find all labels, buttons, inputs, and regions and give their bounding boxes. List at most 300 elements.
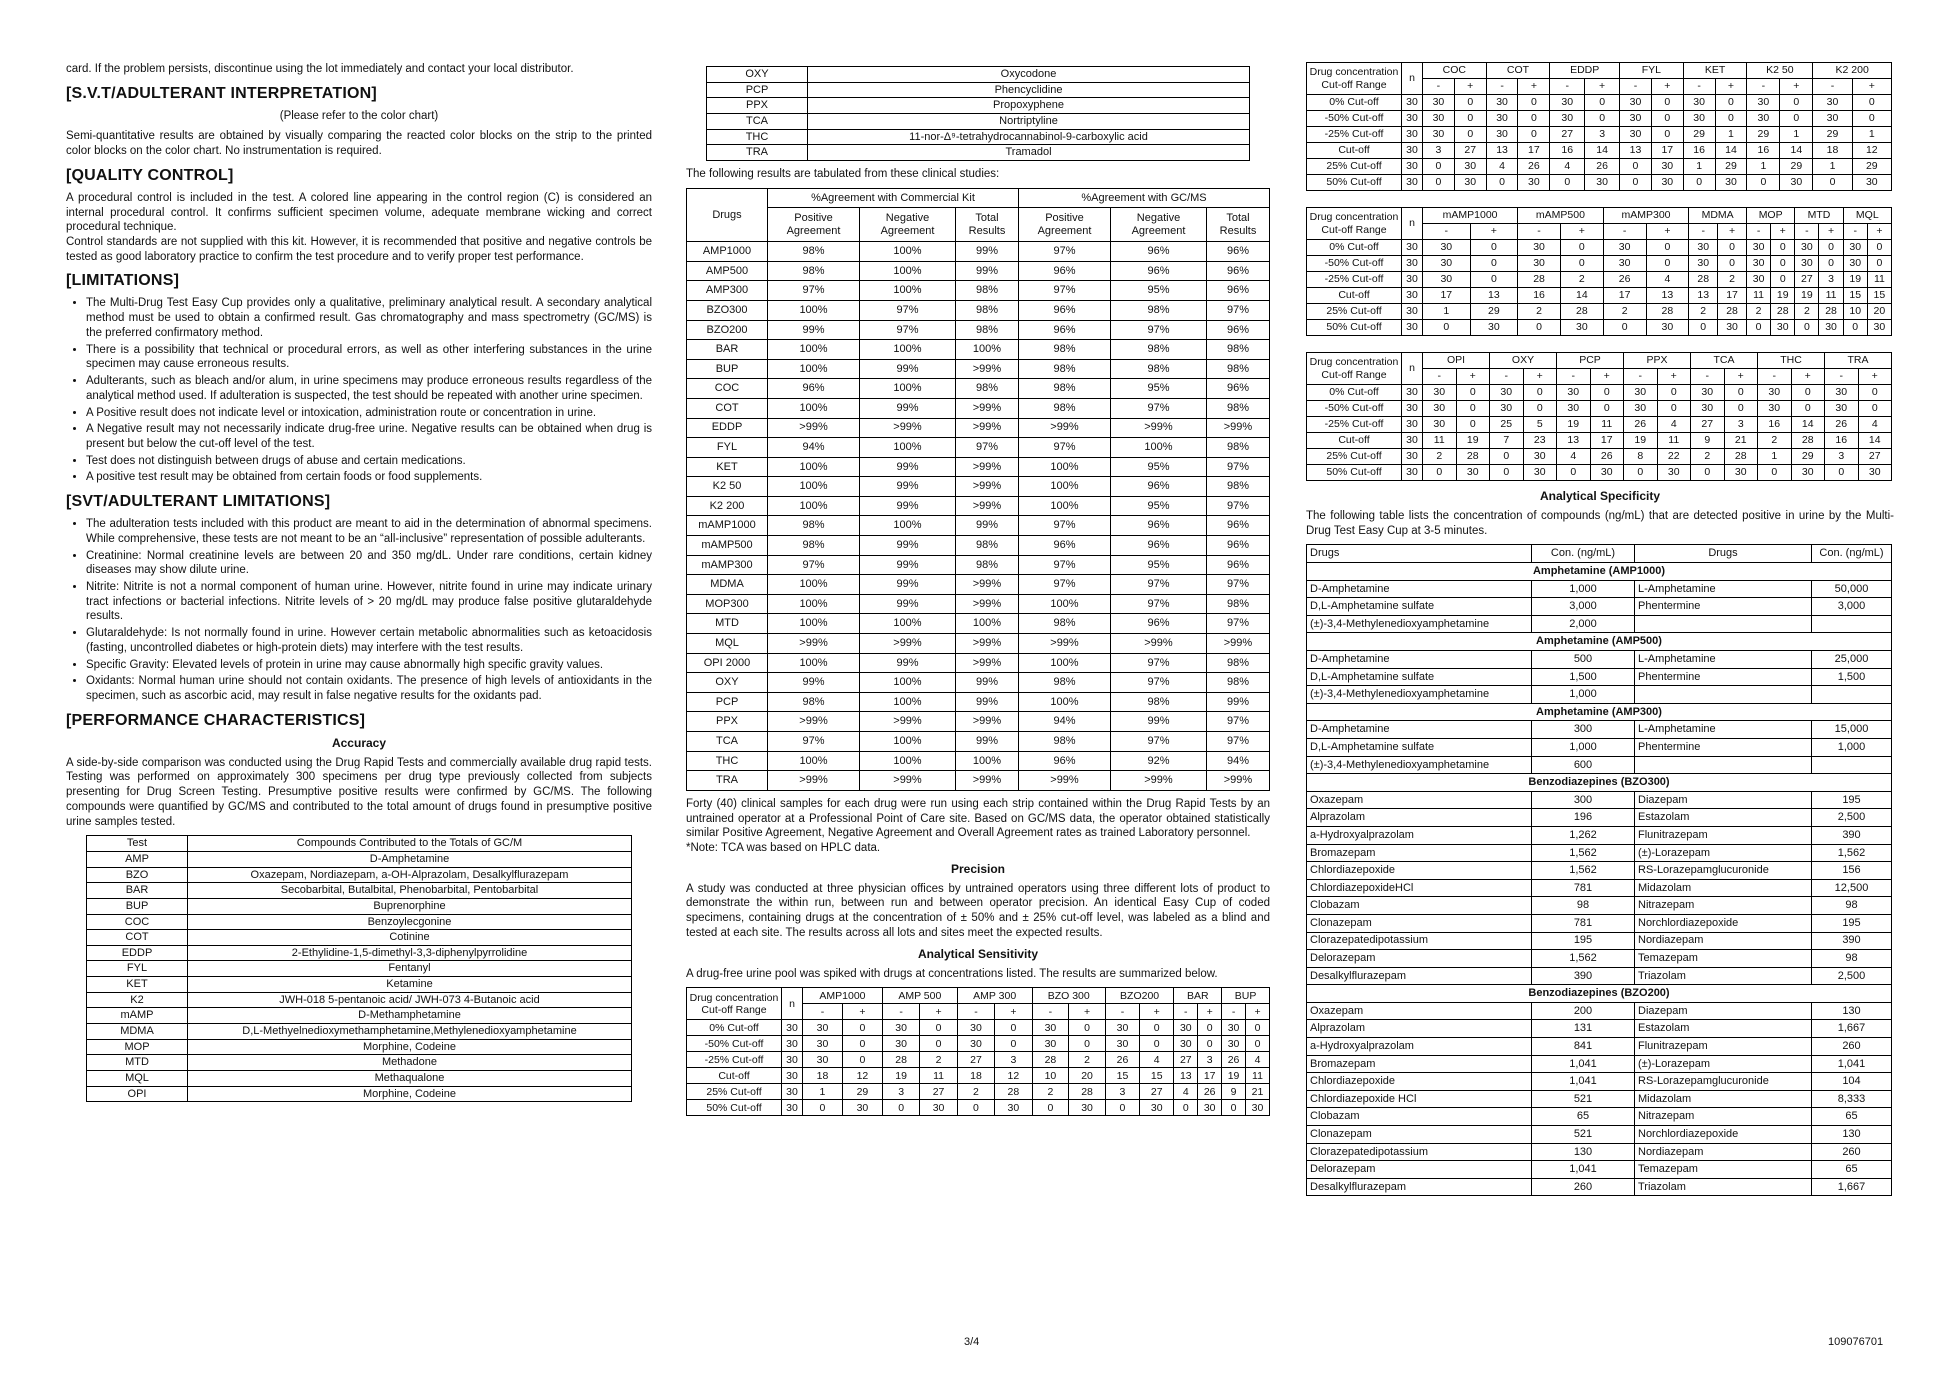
results-value: 96%: [1018, 536, 1110, 556]
sensitivity-value: 28: [1069, 1084, 1106, 1100]
results-value: 98%: [1206, 398, 1269, 418]
results-value: 100%: [1018, 477, 1110, 497]
results-drug: BZO300: [687, 300, 768, 320]
results-value: 97%: [1018, 575, 1110, 595]
sensitivity-value: 0: [1456, 385, 1490, 401]
sensitivity-value: 11: [1246, 1068, 1270, 1084]
sensitivity-plus: +: [1518, 79, 1550, 95]
sensitivity-value: 1: [1747, 159, 1780, 175]
specificity-row: [1307, 651, 1892, 669]
sensitivity-value: 8: [1624, 449, 1658, 465]
sensitivity-value: 30: [1550, 111, 1585, 127]
sensitivity-minus: -: [1825, 369, 1859, 385]
sensitivity-value: 11: [1819, 288, 1843, 304]
sensitivity-value: 0: [1657, 401, 1691, 417]
compound-names: 2-Ethylidine-1,5-dimethyl-3,3-diphenylpyrrolidine: [188, 945, 632, 961]
sensitivity-value: 15: [1867, 288, 1891, 304]
results-value: 99%: [860, 653, 956, 673]
results-value: 97%: [1111, 732, 1207, 752]
sensitivity-value: 13: [1557, 433, 1591, 449]
sensitivity-plus: +: [1718, 224, 1747, 240]
specificity-drug: Diazepam: [1635, 791, 1812, 809]
sensitivity-value: 30: [803, 1020, 843, 1036]
results-drug: mAMP500: [687, 536, 768, 556]
results-row: [687, 281, 1270, 301]
results-drug: OXY: [687, 673, 768, 693]
compound-row: [87, 1008, 632, 1024]
sensitivity-row: [1307, 320, 1892, 336]
specificity-con: 65: [1812, 1108, 1892, 1126]
sensitivity-value: 13: [1646, 288, 1689, 304]
results-value: 97%: [955, 438, 1018, 458]
sensitivity-row: [1307, 304, 1892, 320]
sensitivity-value: 30: [1780, 175, 1813, 191]
sensitivity-minus: -: [1624, 369, 1658, 385]
specificity-con: 1,041: [1532, 1055, 1635, 1073]
specificity-row: [1307, 668, 1892, 686]
results-value: 98%: [1206, 594, 1269, 614]
sensitivity-value: 28: [995, 1084, 1032, 1100]
specificity-con: 98: [1532, 897, 1635, 915]
sensitivity-value: 2: [1560, 272, 1603, 288]
specificity-row: [1307, 1073, 1892, 1091]
results-value: 100%: [768, 653, 860, 673]
sensitivity-minus: -: [1795, 224, 1819, 240]
sensitivity-value: 0: [1724, 385, 1758, 401]
specificity-con: 98: [1812, 950, 1892, 968]
specificity-row: [1307, 1002, 1892, 1020]
sensitivity-value: 11: [1423, 433, 1457, 449]
results-value: 98%: [1018, 398, 1110, 418]
specificity-con: 1,667: [1812, 1178, 1892, 1196]
results-value: 98%: [768, 536, 860, 556]
sensitivity-value: 0: [1470, 256, 1518, 272]
sensitivity-value: 0: [1651, 127, 1683, 143]
results-value: 96%: [1111, 614, 1207, 634]
results-value: 97%: [1111, 398, 1207, 418]
sensitivity-value: 27: [1140, 1084, 1174, 1100]
results-row: [687, 379, 1270, 399]
results-drug: AMP500: [687, 261, 768, 281]
specificity-drug: Clobazam: [1307, 897, 1532, 915]
sensitivity-value: 17: [1718, 288, 1747, 304]
sensitivity-value: 20: [1867, 304, 1891, 320]
sensitivity-value: 30: [1402, 433, 1423, 449]
specificity-con: 3,000: [1532, 598, 1635, 616]
sensitivity-range: 0% Cut-off: [1307, 240, 1402, 256]
sensitivity-value: 30: [1523, 449, 1557, 465]
specificity-con: 521: [1532, 1126, 1635, 1144]
sensitivity-plus: +: [842, 1004, 882, 1020]
specificity-drug: (±)-3,4-Methylenedioxyamphetamine: [1307, 686, 1532, 704]
results-value: 99%: [860, 536, 956, 556]
specificity-drug: D-Amphetamine: [1307, 580, 1532, 598]
sensitivity-row: [687, 1020, 1270, 1036]
specificity-row: [1307, 897, 1892, 915]
specificity-con: 781: [1532, 879, 1635, 897]
sensitivity-value: 4: [1646, 272, 1689, 288]
sensitivity-value: 30: [1423, 256, 1471, 272]
sensitivity-value: 30: [1683, 95, 1715, 111]
compound-names: Morphine, Codeine: [188, 1086, 632, 1102]
sensitivity-value: 30: [1402, 159, 1423, 175]
specificity-con: 260: [1812, 1038, 1892, 1056]
sensitivity-plus: +: [1651, 79, 1683, 95]
sensitivity-value: 30: [1651, 175, 1683, 191]
results-row: [687, 536, 1270, 556]
sensitivity-row: [1307, 433, 1892, 449]
results-value: >99%: [860, 418, 956, 438]
compound-names: Nortriptyline: [808, 113, 1250, 129]
results-value: >99%: [1111, 418, 1207, 438]
results-row: [687, 477, 1270, 497]
sensitivity-value: 30: [1813, 111, 1852, 127]
sensitivity-value: 30: [1724, 465, 1758, 481]
sensitivity-drug-header: KET: [1683, 63, 1747, 79]
sensitivity-label-line1: Drug concentration: [1309, 66, 1399, 79]
results-drug: PCP: [687, 692, 768, 712]
specificity-con: 2,000: [1532, 615, 1635, 633]
color-chart-note: (Please refer to the color chart): [279, 109, 439, 122]
sensitivity-value: 2: [1758, 433, 1792, 449]
sensitivity-label: [1307, 353, 1402, 385]
sensitivity-value: 17: [1518, 143, 1550, 159]
sensitivity-plus: +: [1819, 224, 1843, 240]
results-value: 100%: [768, 594, 860, 614]
sensitivity-value: 0: [1646, 240, 1689, 256]
compound-names: Methadone: [188, 1055, 632, 1071]
sensitivity-drug-header: AMP 500: [882, 988, 957, 1004]
results-drug: MQL: [687, 634, 768, 654]
sensitivity-value: 4: [1174, 1084, 1198, 1100]
sensitivity-value: 26: [1585, 159, 1620, 175]
sensitivity-value: 2: [1689, 304, 1718, 320]
sensitivity-value: 30: [1486, 95, 1518, 111]
results-intro: The following results are tabulated from these clinical studies:: [686, 167, 1000, 180]
results-value: >99%: [1111, 771, 1207, 791]
sensitivity-range: -50% Cut-off: [1307, 256, 1402, 272]
specificity-row: [1307, 1020, 1892, 1038]
svt-limitations-list: [66, 517, 652, 704]
results-value: >99%: [768, 771, 860, 791]
results-value: 98%: [955, 536, 1018, 556]
specificity-con: 1,500: [1812, 668, 1892, 686]
sensitivity-value: 30: [803, 1052, 843, 1068]
results-value: >99%: [955, 594, 1018, 614]
sensitivity-value: 0: [1105, 1100, 1139, 1116]
specificity-row: [1307, 598, 1892, 616]
specificity-con: 104: [1812, 1073, 1892, 1091]
sensitivity-drug-header: MTD: [1795, 208, 1843, 224]
specificity-row: [1307, 1143, 1892, 1161]
specificity-drug: Clonazepam: [1307, 1126, 1532, 1144]
sensitivity-table-3: [1306, 207, 1894, 336]
sensitivity-value: 29: [1791, 449, 1825, 465]
results-value: 97%: [1111, 320, 1207, 340]
results-value: 100%: [768, 398, 860, 418]
specificity-con: 260: [1812, 1143, 1892, 1161]
results-value: 97%: [1111, 653, 1207, 673]
sensitivity-label-line1: Drug concentration: [689, 991, 779, 1004]
specificity-row: [1307, 879, 1892, 897]
specificity-row: [1307, 1126, 1892, 1144]
sensitivity-value: 19: [1771, 288, 1795, 304]
specificity-drug: Desalkylflurazepam: [1307, 967, 1532, 985]
specificity-drug: Flunitrazepam: [1635, 1038, 1812, 1056]
results-value: 97%: [768, 555, 860, 575]
sensitivity-value: 28: [882, 1052, 919, 1068]
sensitivity-value: 30: [1651, 159, 1683, 175]
results-row: [687, 692, 1270, 712]
results-drug: MOP300: [687, 594, 768, 614]
results-row: [687, 732, 1270, 752]
specificity-drug: Alprazolam: [1307, 1020, 1532, 1038]
sensitivity-row: [1307, 288, 1892, 304]
sensitivity-value: 0: [1560, 256, 1603, 272]
sensitivity-value: 14: [1560, 288, 1603, 304]
results-row: [687, 418, 1270, 438]
sensitivity-value: 0: [1651, 111, 1683, 127]
sensitivity-value: 19: [1222, 1068, 1246, 1084]
results-value: >99%: [1018, 771, 1110, 791]
specificity-con: 25,000: [1812, 651, 1892, 669]
results-value: 100%: [768, 477, 860, 497]
specificity-con: 1,667: [1812, 1020, 1892, 1038]
results-value: 100%: [860, 751, 956, 771]
sensitivity-value: 30: [1771, 320, 1795, 336]
results-drug: mAMP1000: [687, 516, 768, 536]
specificity-text: The following table lists the concentration of compounds (ng/mL) that are detected positive in urine by the Multi-Drug Test Easy Cup at 3-5 minutes.: [1306, 510, 1894, 537]
compound-test: BAR: [87, 883, 188, 899]
sensitivity-value: 30: [1718, 320, 1747, 336]
specificity-row: [1307, 721, 1892, 739]
sensitivity-value: 30: [1560, 320, 1603, 336]
sensitivity-value: 0: [1771, 272, 1795, 288]
sensitivity-value: 0: [1518, 95, 1550, 111]
specificity-drug: L-Amphetamine: [1635, 580, 1812, 598]
sensitivity-value: 28: [1724, 449, 1758, 465]
specificity-drug: Clobazam: [1307, 1108, 1532, 1126]
results-value: >99%: [1018, 634, 1110, 654]
specificity-row: [1307, 756, 1892, 774]
sensitivity-value: 0: [1843, 320, 1867, 336]
results-value: 96%: [1111, 516, 1207, 536]
specificity-drug: [1635, 615, 1812, 633]
specificity-con: 1,000: [1532, 738, 1635, 756]
sensitivity-value: 30: [782, 1020, 803, 1036]
compound-test: BZO: [87, 867, 188, 883]
results-value: 94%: [1018, 712, 1110, 732]
results-value: 97%: [1018, 438, 1110, 458]
sensitivity-value: 30: [1858, 465, 1892, 481]
results-value: 100%: [768, 457, 860, 477]
specificity-drug: Triazolam: [1635, 1178, 1812, 1196]
results-value: 100%: [860, 379, 956, 399]
limitation-item: • Adulterants, such as bleach and/or alum, in urine specimens may produce erroneous results regardless of the analytical method used. If adulteration is suspected, the test should be repeated with another urine specimen.: [86, 374, 652, 403]
sensitivity-drug-header: COT: [1486, 63, 1550, 79]
sensitivity-value: 30: [1140, 1100, 1174, 1116]
sensitivity-value: 0: [1718, 256, 1747, 272]
specificity-drug: [1635, 686, 1812, 704]
sensitivity-value: 0: [1222, 1100, 1246, 1116]
compounds-table-continued: [706, 66, 1250, 161]
specificity-drug: D-Amphetamine: [1307, 721, 1532, 739]
sensitivity-value: 0: [1174, 1100, 1198, 1116]
results-row: [687, 771, 1270, 791]
results-value: 99%: [1206, 692, 1269, 712]
results-value: 97%: [1206, 457, 1269, 477]
sensitivity-value: 30: [1402, 449, 1423, 465]
specificity-row: [1307, 686, 1892, 704]
svt-limitation-item: • Specific Gravity: Elevated levels of protein in urine may cause abnormally high specific gravity values.: [86, 658, 652, 673]
sensitivity-value: 0: [1585, 111, 1620, 127]
compound-test: COC: [87, 914, 188, 930]
sensitivity-value: 16: [1825, 433, 1859, 449]
sensitivity-plus: +: [1523, 369, 1557, 385]
sensitivity-value: 3: [1825, 449, 1859, 465]
right-column: [1306, 62, 1894, 1196]
sensitivity-value: 0: [842, 1036, 882, 1052]
sensitivity-value: 0: [1560, 240, 1603, 256]
sensitivity-value: 19: [1557, 417, 1591, 433]
sensitivity-value: 29: [1747, 127, 1780, 143]
sensitivity-value: 30: [1747, 272, 1771, 288]
sensitivity-value: 27: [1174, 1052, 1198, 1068]
sensitivity-value: 30: [1747, 256, 1771, 272]
sensitivity-value: 30: [1105, 1036, 1139, 1052]
sensitivity-value: 30: [1747, 95, 1780, 111]
results-value: 95%: [1111, 555, 1207, 575]
specificity-con: 390: [1812, 932, 1892, 950]
sensitivity-value: 30: [1246, 1100, 1270, 1116]
specificity-header-drugs: Drugs: [1635, 545, 1812, 563]
compound-row: [707, 129, 1250, 145]
specificity-drug: RS-Lorazepamglucuronide: [1635, 1073, 1812, 1091]
sensitivity-plus: +: [1858, 369, 1892, 385]
sensitivity-value: 30: [1490, 385, 1524, 401]
specificity-con: 15,000: [1812, 721, 1892, 739]
sensitivity-minus: -: [1747, 224, 1771, 240]
sensitivity-plus: +: [1771, 224, 1795, 240]
sensitivity-label: [1307, 63, 1402, 95]
sensitivity-value: 17: [1423, 288, 1471, 304]
svt-interpretation-text: Semi-quantitative results are obtained by visually comparing the reacted color blocks on the strip to the printed color blocks on the color chart. No instrumentation is required.: [66, 130, 652, 158]
specificity-drug: Phentermine: [1635, 598, 1812, 616]
sensitivity-value: 2: [1032, 1084, 1069, 1100]
compound-names: JWH-018 5-pentanoic acid/ JWH-073 4-Butanoic acid: [188, 992, 632, 1008]
sensitivity-row: [1307, 240, 1892, 256]
sensitivity-value: 30: [1691, 401, 1725, 417]
compound-names: Oxycodone: [808, 67, 1250, 83]
specificity-drug: Temazepam: [1635, 950, 1812, 968]
sensitivity-value: 29: [842, 1084, 882, 1100]
sensitivity-value: 30: [1402, 111, 1423, 127]
results-drug: COC: [687, 379, 768, 399]
specificity-drug: D-Amphetamine: [1307, 651, 1532, 669]
specificity-drug: Delorazepam: [1307, 1161, 1532, 1179]
results-value: 97%: [1111, 673, 1207, 693]
results-value: 98%: [955, 281, 1018, 301]
sensitivity-value: 28: [1560, 304, 1603, 320]
sensitivity-value: 1: [1758, 449, 1792, 465]
results-value: 97%: [860, 300, 956, 320]
specificity-drug: Norchlordiazepoxide: [1635, 914, 1812, 932]
specificity-row: [1307, 1055, 1892, 1073]
sensitivity-value: 19: [1456, 433, 1490, 449]
compound-names: Phencyclidine: [808, 82, 1250, 98]
sensitivity-range: Cut-off: [1307, 433, 1402, 449]
sensitivity-value: 30: [1852, 175, 1891, 191]
results-value: 100%: [1018, 594, 1110, 614]
sensitivity-value: 26: [1222, 1052, 1246, 1068]
results-value: 99%: [768, 320, 860, 340]
sensitivity-value: 30: [1691, 385, 1725, 401]
sensitivity-value: 4: [1140, 1052, 1174, 1068]
sensitivity-drug-header: COC: [1423, 63, 1487, 79]
specificity-drug: Clorazepatedipotassium: [1307, 932, 1532, 950]
compound-test: K2: [87, 992, 188, 1008]
sensitivity-value: 4: [1550, 159, 1585, 175]
sensitivity-range: 50% Cut-off: [1307, 465, 1402, 481]
sensitivity-value: 30: [1423, 127, 1455, 143]
sensitivity-value: 30: [1456, 465, 1490, 481]
sensitivity-value: 0: [1858, 385, 1892, 401]
sensitivity-value: 13: [1486, 143, 1518, 159]
precision-text: A study was conducted at three physician offices by untrained operators using three different lots of product to demonstrate the within run, between run and between operator precision. An identical Easy Cup of coded specimens, containing drugs at the concentration of ± 50% and ± 25% cut-off level, was labeled as a blind and tested at each site. The results across all lots and sites meet the expected results.: [686, 882, 1270, 939]
results-value: 97%: [860, 320, 956, 340]
results-value: >99%: [860, 634, 956, 654]
specificity-group-title: Amphetamine (AMP1000): [1307, 563, 1892, 581]
sensitivity-value: 0: [1651, 95, 1683, 111]
sensitivity-value: 19: [1795, 288, 1819, 304]
results-row: [687, 496, 1270, 516]
sensitivity-value: 0: [1069, 1036, 1106, 1052]
compounds-header-test: Test: [87, 836, 188, 852]
specificity-drug: L-Amphetamine: [1635, 721, 1812, 739]
sensitivity-value: 27: [1550, 127, 1585, 143]
sensitivity-range: -50% Cut-off: [687, 1036, 782, 1052]
compound-row: [87, 867, 632, 883]
sensitivity-value: 0: [1620, 159, 1652, 175]
specificity-drug: Midazolam: [1635, 1090, 1812, 1108]
sensitivity-plus: +: [995, 1004, 1032, 1020]
sensitivity-value: 11: [1590, 417, 1624, 433]
compound-row: [87, 1039, 632, 1055]
specificity-drug: D,L-Amphetamine sulfate: [1307, 738, 1532, 756]
sensitivity-value: 14: [1780, 143, 1813, 159]
specificity-con: 130: [1812, 1002, 1892, 1020]
compound-test: KET: [87, 977, 188, 993]
sensitivity-value: 0: [803, 1100, 843, 1116]
sensitivity-row: [1307, 417, 1892, 433]
sensitivity-value: 30: [1550, 95, 1585, 111]
sensitivity-value: 0: [1780, 95, 1813, 111]
sensitivity-value: 29: [1715, 159, 1747, 175]
specificity-table: [1306, 544, 1892, 1196]
limitations-heading: [LIMITATIONS]: [66, 272, 180, 290]
specificity-con: 2,500: [1812, 967, 1892, 985]
results-row: [687, 555, 1270, 575]
sensitivity-drug-header: EDDP: [1550, 63, 1620, 79]
sensitivity-n-header: n: [1402, 208, 1423, 240]
sensitivity-plus: +: [1724, 369, 1758, 385]
sensitivity-minus: -: [1423, 369, 1457, 385]
sensitivity-value: 26: [1624, 417, 1658, 433]
sensitivity-drug-header: K2 50: [1747, 63, 1813, 79]
sensitivity-value: 30: [1791, 465, 1825, 481]
results-drug: MTD: [687, 614, 768, 634]
compound-test: MQL: [87, 1070, 188, 1086]
